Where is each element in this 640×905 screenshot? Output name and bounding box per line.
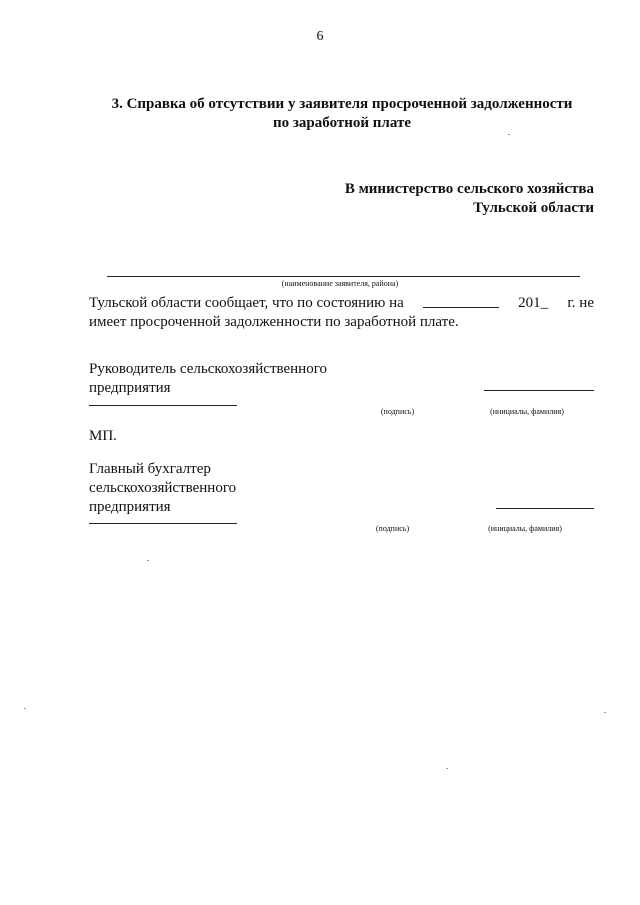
accountant-signature-caption: (подпись) [375, 524, 410, 533]
applicant-caption: (наименование заявителя, района) [281, 279, 399, 288]
accountant-label-line-3: предприятия [89, 499, 171, 515]
addressee-block [300, 180, 594, 218]
director-initials-line [484, 390, 594, 391]
statement-year-suffix: г. не [567, 295, 594, 311]
director-label-line-1: Руководитель сельскохозяйственного [89, 361, 327, 377]
accountant-label-line-2: сельскохозяйственного [89, 480, 237, 496]
statement-paragraph [89, 294, 594, 332]
scan-speck [147, 560, 149, 561]
document-heading [90, 95, 594, 133]
scan-speck [446, 768, 448, 769]
addressee-line-1: В министерство сельского хозяйства [344, 181, 594, 197]
addressee-line-2: Тульской области [473, 200, 594, 216]
director-initials-caption: (инициалы, фамилия) [490, 407, 564, 416]
accountant-label-line-1: Главный бухгалтер [89, 461, 211, 477]
director-label [89, 360, 349, 398]
heading-line-2: по заработной плате [273, 115, 411, 131]
statement-line-2: имеет просроченной задолженности по заработной плате. [89, 314, 459, 330]
date-blank [423, 294, 499, 308]
accountant-initials-line [496, 508, 594, 509]
scan-speck [24, 708, 26, 709]
director-extra-line [89, 405, 237, 406]
stamp-label: МП. [89, 428, 117, 444]
statement-text: Тульской области сообщает, что по состоянию на [89, 295, 404, 311]
statement-year: 201_ [518, 295, 549, 311]
accountant-initials-caption: (инициалы, фамилия) [488, 524, 562, 533]
accountant-extra-line [89, 523, 237, 524]
page-number: 6 [316, 29, 324, 44]
statement-line-1 [89, 294, 594, 313]
director-signature-caption: (подпись) [380, 407, 415, 416]
scan-speck [604, 712, 606, 713]
applicant-name-line [107, 276, 580, 277]
director-label-line-2: предприятия [89, 380, 171, 396]
heading-line-1: 3. Справка об отсутствии у заявителя просроченной задолженности [111, 96, 573, 112]
scan-speck [508, 134, 510, 135]
accountant-label [89, 460, 349, 517]
